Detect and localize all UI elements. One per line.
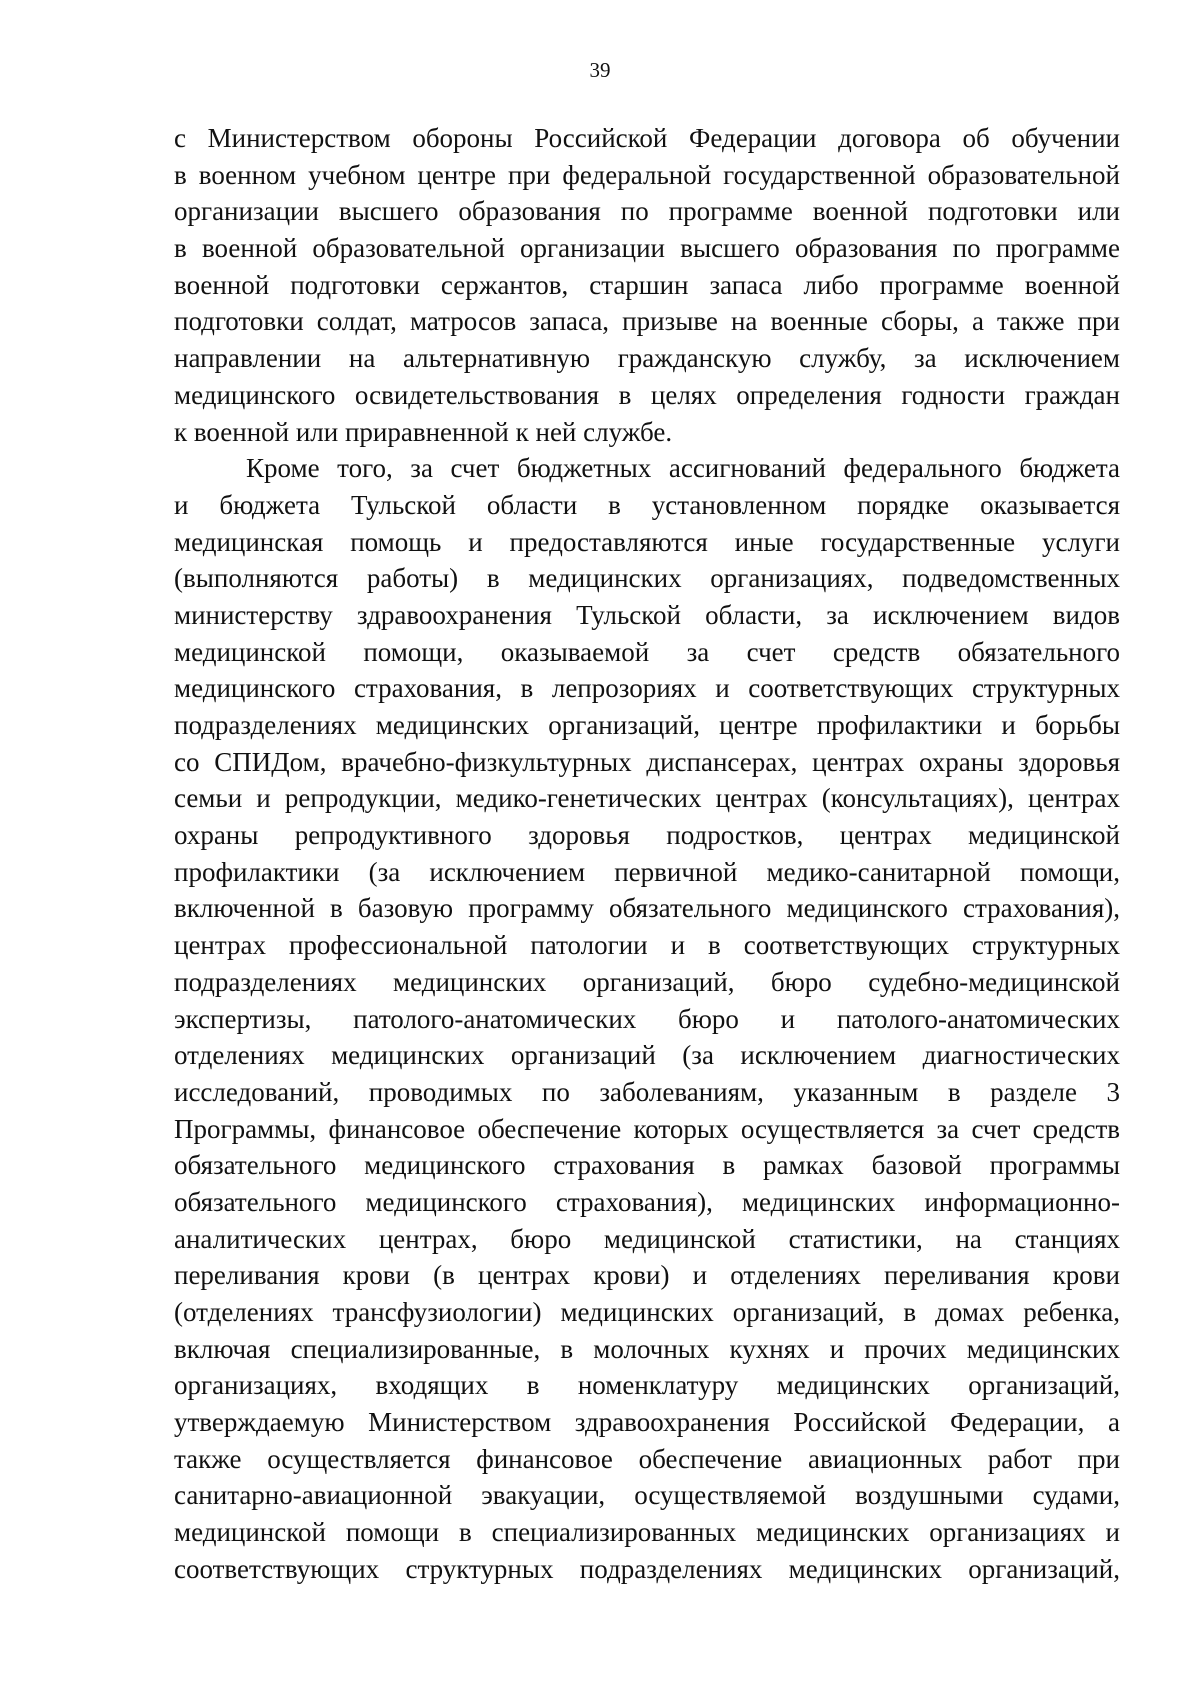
text-line: (выполняются работы) в медицинских организациях, подведомственных <box>174 563 1120 594</box>
text-line: обязательного медицинского страхования в рамках базовой программы <box>174 1150 1120 1181</box>
text-line: исследований, проводимых по заболеваниям, указанным в разделе 3 <box>174 1076 1120 1107</box>
text-line: в военной образовательной организации высшего образования по программе <box>174 233 1120 264</box>
text-line: медицинской помощи, оказываемой за счет средств обязательного <box>174 636 1120 667</box>
text-line: с Министерством обороны Российской Федерации договора об обучении <box>174 123 1120 153</box>
text-line: к военной или приравненной к ней службе. <box>174 416 673 447</box>
text-line: медицинского страхования, в лепрозориях и соответствующих структурных <box>174 673 1120 704</box>
text-line: включая специализированные, в молочных кухнях и прочих медицинских <box>174 1333 1120 1364</box>
document-body <box>174 120 1120 1588</box>
text-line: медицинского освидетельствования в целях определения годности граждан <box>174 379 1120 410</box>
text-line: профилактики (за исключением первичной медико-санитарной помощи, <box>174 856 1120 887</box>
text-line: подготовки солдат, матросов запаса, призыве на военные сборы, а также при <box>174 306 1120 337</box>
page-number: 39 <box>589 58 611 82</box>
paragraph <box>174 120 1120 450</box>
text-line: направлении на альтернативную гражданскую службу, за исключением <box>174 343 1120 374</box>
text-line: экспертизы, патолого-анатомических бюро и патолого-анатомических <box>174 1003 1120 1034</box>
text-line: министерству здравоохранения Тульской области, за исключением видов <box>174 599 1120 630</box>
text-line: (отделениях трансфузиологии) медицинских организаций, в домах ребенка, <box>174 1297 1120 1327</box>
text-line: подразделениях медицинских организаций, бюро судебно-медицинской <box>174 966 1120 997</box>
text-line: подразделениях медицинских организаций, центре профилактики и борьбы <box>174 710 1120 740</box>
text-line: медицинская помощь и предоставляются иные государственные услуги <box>174 526 1120 557</box>
text-line: также осуществляется финансовое обеспечение авиационных работ при <box>174 1443 1120 1474</box>
text-line: в военном учебном центре при федеральной государственной образовательной <box>174 159 1120 190</box>
text-line: организации высшего образования по программе военной подготовки или <box>174 196 1120 227</box>
text-line: переливания крови (в центрах крови) и отделениях переливания крови <box>174 1260 1120 1291</box>
text-line: и бюджета Тульской области в установленном порядке оказывается <box>174 489 1120 520</box>
text-line: военной подготовки сержантов, старшин запаса либо программе военной <box>174 269 1120 300</box>
text-line: центрах профессиональной патологии и в соответствующих структурных <box>174 930 1120 961</box>
text-line: аналитических центрах, бюро медицинской статистики, на станциях <box>174 1223 1120 1254</box>
text-line: утверждаемую Министерством здравоохранения Российской Федерации, а <box>174 1407 1120 1438</box>
text-line: отделениях медицинских организаций (за исключением диагностических <box>174 1040 1120 1071</box>
text-line: соответствующих структурных подразделениях медицинских организаций, <box>174 1553 1120 1584</box>
text-line: Кроме того, за счет бюджетных ассигнований федерального бюджета <box>246 453 1120 484</box>
text-line: Программы, финансовое обеспечение которых осуществляется за счет средств <box>174 1113 1120 1144</box>
text-line: охраны репродуктивного здоровья подростков, центрах медицинской <box>174 820 1120 851</box>
text-line: семьи и репродукции, медико-генетических центрах (консультациях), центрах <box>174 783 1120 814</box>
text-line: со СПИДом, врачебно-физкультурных диспансерах, центрах охраны здоровья <box>174 746 1120 777</box>
text-line: обязательного медицинского страхования), медицинских информационно- <box>174 1186 1120 1217</box>
text-line: организациях, входящих в номенклатуру медицинских организаций, <box>174 1370 1120 1401</box>
text-line: санитарно-авиационной эвакуации, осуществляемой воздушными судами, <box>174 1480 1120 1511</box>
text-line: медицинской помощи в специализированных медицинских организациях и <box>174 1517 1120 1548</box>
paragraph <box>174 450 1120 1587</box>
text-line: включенной в базовую программу обязательного медицинского страхования), <box>174 893 1120 924</box>
